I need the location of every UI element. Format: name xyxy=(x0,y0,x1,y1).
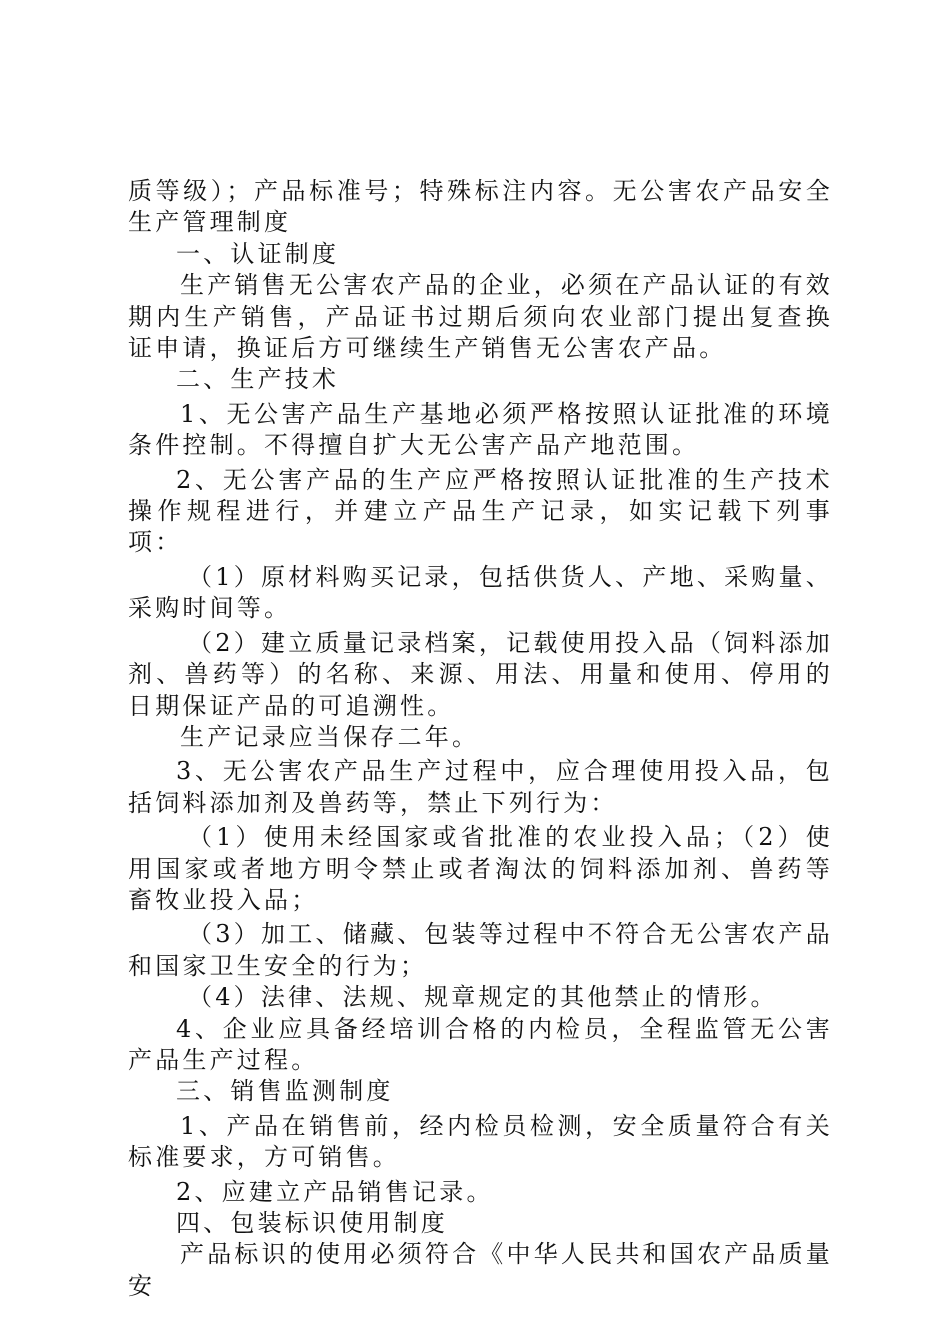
section-heading-certification: 一、认证制度 xyxy=(176,239,340,268)
paragraph-certification: 生产销售无公害农产品的企业，必须在产品认证的有效期内生产销售，产品证书过期后须向农业部门提出复查换证申请，换证后方可继续生产销售无公害农产品。 xyxy=(128,271,833,363)
paragraph-production-3-item-4: （4）法律、法规、规章规定的其他禁止的情形。 xyxy=(188,983,778,1012)
paragraph-sales-2: 2、应建立产品销售记录。 xyxy=(176,1177,494,1206)
section-heading-packaging-labeling: 四、包装标识使用制度 xyxy=(176,1209,448,1237)
paragraph-sales-1: 1、产品在销售前，经内检员检测，安全质量符合有关标准要求，方可销售。 xyxy=(128,1111,833,1172)
paragraph-production-3-item-3: （3）加工、储藏、包装等过程中不符合无公害农产品和国家卫生安全的行为； xyxy=(128,920,833,980)
paragraph-production-2-item-2: （2）建立质量记录档案，记载使用投入品（饲料添加剂、兽药等）的名称、来源、用法、用量和使用、停用的日期保证产品的可追溯性。 xyxy=(128,628,833,720)
paragraph-record-retention: 生产记录应当保存二年。 xyxy=(180,722,480,751)
paragraph-production-2-item-1: （1）原材料购买记录，包括供货人、产地、采购量、采购时间等。 xyxy=(128,562,833,623)
paragraph-production-2: 2、无公害产品的生产应严格按照认证批准的生产技术操作规程进行，并建立产品生产记录，如实记载下列事项： xyxy=(128,465,833,557)
section-heading-production: 二、生产技术 xyxy=(176,365,340,394)
section-heading-sales-monitoring: 三、销售监测制度 xyxy=(176,1077,394,1106)
paragraph-packaging-labeling: 产品标识的使用必须符合《中华人民共和国农产品质量安 xyxy=(128,1240,833,1300)
paragraph-production-3-items-1-2: （1）使用未经国家或省批准的农业投入品；（2）使用国家或者地方明令禁止或者淘汰的饲料添加剂、兽药等畜牧业投入品； xyxy=(128,823,833,914)
paragraph-continuation: 质等级）；产品标准号；特殊标注内容。无公害农产品安全生产管理制度 xyxy=(128,177,833,237)
paragraph-production-3: 3、无公害农产品生产过程中，应合理使用投入品，包括饲料添加剂及兽药等，禁止下列行为： xyxy=(128,757,833,817)
paragraph-production-4: 4、企业应具备经培训合格的内检员，全程监管无公害产品生产过程。 xyxy=(128,1014,833,1074)
paragraph-production-1: 1、无公害产品生产基地必须严格按照认证批准的环境条件控制。不得擅自扩大无公害产品产地范围。 xyxy=(128,399,833,460)
document-body xyxy=(128,176,833,1302)
